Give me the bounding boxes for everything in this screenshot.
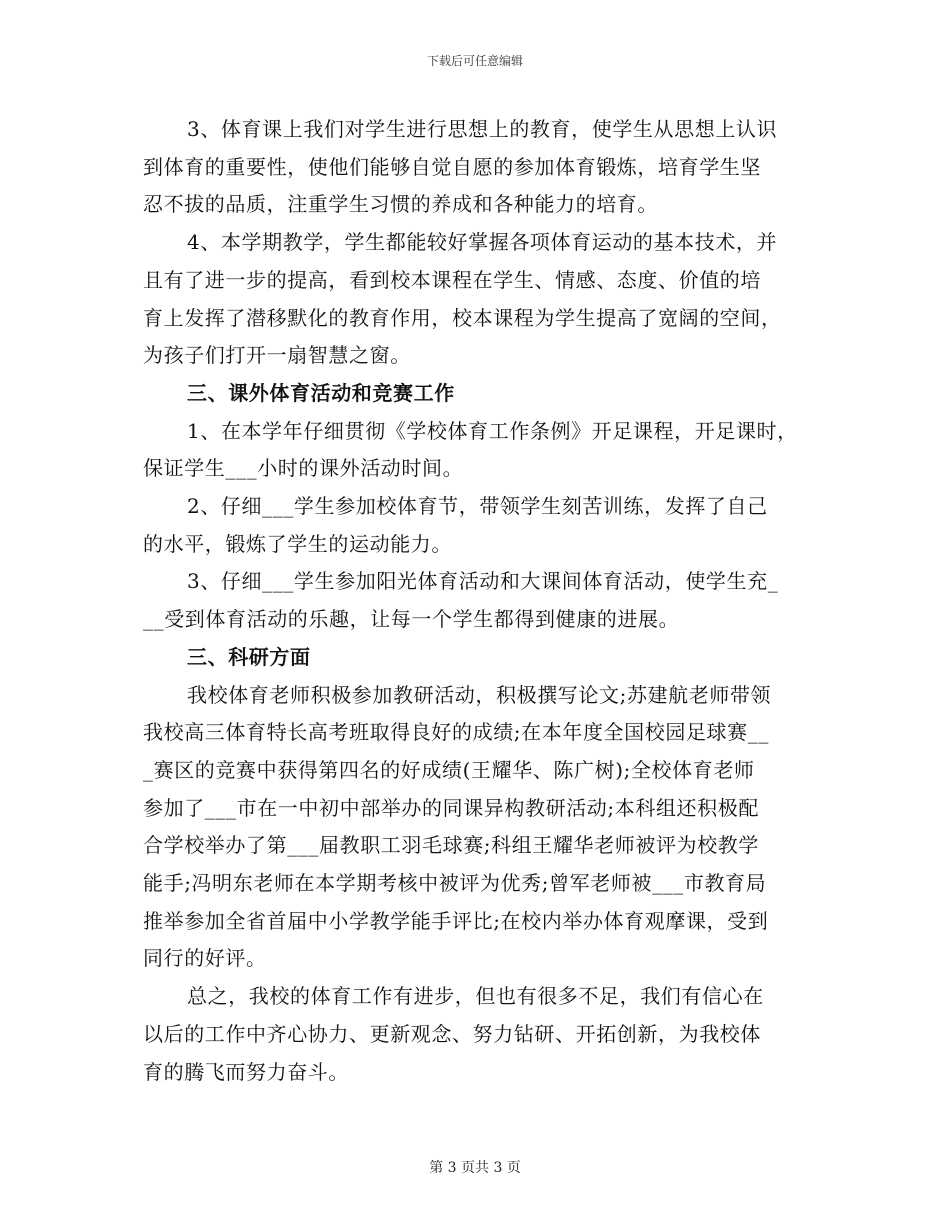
paragraph-extracurricular-3	[143, 563, 833, 638]
document-body	[143, 111, 833, 1091]
text-line: 忍不拔的品质，注重学生习惯的养成和各种能力的培育。	[143, 192, 658, 217]
text-line: 参加了___市在一中初中部举办的同课异构教研活动;本科组还积极配	[143, 795, 759, 820]
text-line: 2、仔细___学生参加校体育节，带领学生刻苦训练，发挥了自己	[187, 494, 768, 519]
text-line: 以后的工作中齐心协力、更新观念、努力钻研、开拓创新，为我校体	[143, 1021, 761, 1046]
text-line: 合学校举办了第___届教职工羽毛球赛;科组王耀华老师被评为校教学	[143, 833, 759, 858]
text-line: 3、体育课上我们对学生进行思想上的教育，使学生从思想上认识	[187, 117, 778, 141]
text-line: 总之，我校的体育工作有进步，但也有很多不足，我们有信心在	[187, 984, 764, 1009]
paragraph-research	[143, 677, 833, 979]
page-header-note: 下载后可任意编辑	[426, 54, 523, 68]
text-line: 为孩子们打开一扇智慧之窗。	[143, 343, 411, 368]
text-line: __受到体育活动的乐趣，让每一个学生都得到健康的进展。	[143, 607, 680, 632]
text-line: 4、本学期教学，学生都能较好掌握各项体育运动的基本技术，并	[187, 230, 778, 255]
text-line: 且有了进一步的提高，看到校本课程在学生、情感、态度、价值的培	[143, 267, 761, 292]
section-heading-research: 三、科研方面	[187, 644, 311, 669]
text-line: 育的腾飞而努力奋斗。	[143, 1059, 349, 1084]
text-line: 我校体育老师积极参加教研活动，积极撰写论文;苏建航老师带领	[187, 682, 772, 707]
text-line: 同行的好评。	[143, 946, 267, 971]
paragraph-summary	[143, 978, 833, 1091]
paragraph-4	[143, 224, 833, 375]
text-line: 3、仔细___学生参加阳光体育活动和大课间体育活动，使学生充_	[187, 569, 779, 594]
text-line: 能手;冯明东老师在本学期考核中被评为优秀;曾军老师被___市教育局	[143, 871, 767, 896]
paragraph-extracurricular-1	[143, 413, 833, 488]
text-line: 的水平，锻炼了学生的运动能力。	[143, 531, 452, 556]
text-line: 推举参加全省首届中小学教学能手评比;在校内举办体育观摩课，受到	[143, 908, 769, 933]
paragraph-3	[143, 111, 833, 224]
page-number: 第 3 页共 3 页	[429, 1160, 521, 1176]
text-line: 1、在本学年仔细贯彻《学校体育工作条例》开足课程，开足课时，	[187, 418, 798, 443]
text-line: 育上发挥了潜移默化的教育作用，校本课程为学生提高了宽阔的空间，	[143, 305, 782, 330]
text-line: 保证学生___小时的课外活动时间。	[143, 456, 464, 481]
text-line: _赛区的竞赛中获得第四名的好成绩(王耀华、陈广树);全校体育老师	[143, 757, 755, 782]
section-heading-extracurricular: 三、课外体育活动和竞赛工作	[187, 380, 455, 405]
text-line: 到体育的重要性，使他们能够自觉自愿的参加体育锻炼，培育学生坚	[143, 154, 761, 179]
paragraph-extracurricular-2	[143, 488, 833, 563]
text-line: 我校高三体育特长高考班取得良好的成绩;在本年度全国校园足球赛__	[143, 720, 769, 745]
